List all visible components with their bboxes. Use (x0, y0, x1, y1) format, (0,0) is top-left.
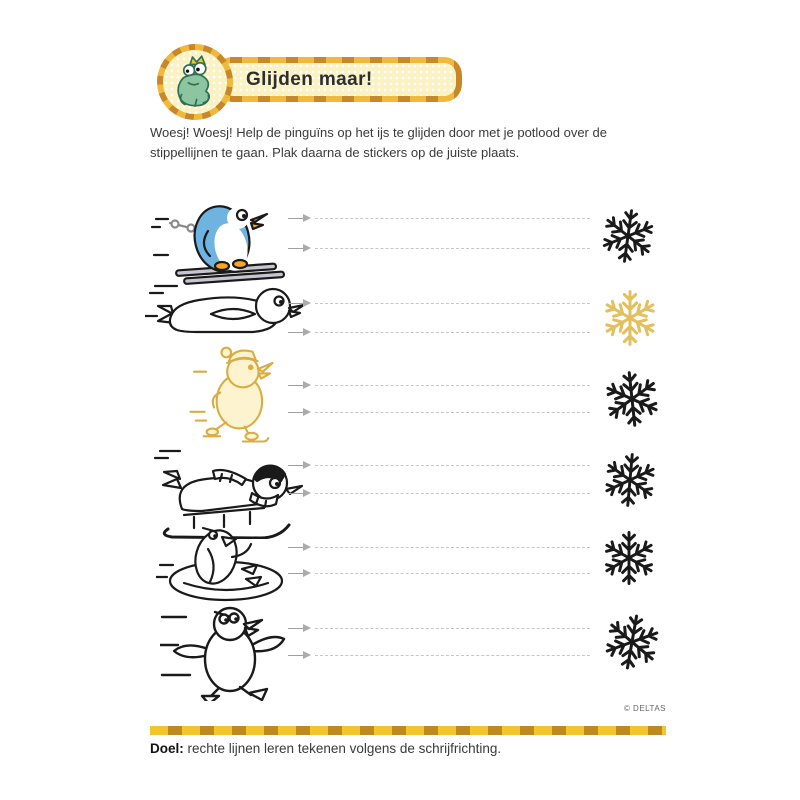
title-banner (214, 57, 462, 102)
frog-badge (157, 44, 233, 120)
penguin-tubing-illustration (156, 521, 291, 603)
trace-line-row6-a[interactable] (288, 624, 590, 632)
snowflake-2 (598, 286, 662, 350)
arrow-icon (303, 461, 311, 469)
trace-line-row2-b[interactable] (288, 328, 590, 336)
goal-description: rechte lijnen leren tekenen volgens de schrijfrichting. (183, 741, 502, 756)
frog-badge-inner (163, 50, 227, 114)
footer-striped-bar (150, 726, 666, 735)
page-title: Glijden maar! (246, 68, 373, 90)
arrow-icon (303, 489, 311, 497)
snowflake-1 (593, 201, 663, 271)
trace-line-row4-b[interactable] (288, 489, 590, 497)
snowflake-5 (598, 527, 660, 589)
trace-line-row4-a[interactable] (288, 461, 590, 469)
arrow-icon (303, 408, 311, 416)
trace-line-row6-b[interactable] (288, 651, 590, 659)
frog-with-crown-icon (170, 54, 220, 110)
penguin-ice-skating-illustration (183, 342, 301, 445)
trace-line-row5-b[interactable] (288, 569, 590, 577)
penguin-running-illustration (160, 601, 295, 701)
trace-line-row1-a[interactable] (288, 214, 590, 222)
arrow-icon (303, 569, 311, 577)
goal-text (150, 741, 666, 756)
arrow-icon (303, 543, 311, 551)
copyright-text: © DELTAS (623, 704, 666, 713)
snowflake-6 (595, 605, 669, 679)
trace-line-row2-a[interactable] (288, 299, 590, 307)
arrow-icon (303, 381, 311, 389)
trace-line-row1-b[interactable] (288, 244, 590, 252)
trace-line-row3-b[interactable] (288, 408, 590, 416)
arrow-icon (303, 244, 311, 252)
arrow-icon (303, 651, 311, 659)
trace-line-row3-a[interactable] (288, 381, 590, 389)
title-banner-inner (220, 63, 456, 96)
arrow-icon (303, 214, 311, 222)
instructions-text: Woesj! Woesj! Help de pinguïns op het ijs te glijden door met je potlood over de stippellijnen te gaan. Plak daarna de stickers op de juiste plaats. (150, 125, 607, 160)
arrow-icon (303, 328, 311, 336)
penguin-skiing-illustration (150, 193, 300, 285)
trace-line-row5-a[interactable] (288, 543, 590, 551)
snowflake-4 (596, 446, 663, 513)
arrow-icon (303, 299, 311, 307)
snowflake-3 (597, 364, 667, 434)
penguin-belly-sliding-illustration (145, 280, 305, 346)
goal-label: Doel: (150, 741, 184, 756)
arrow-icon (303, 624, 311, 632)
